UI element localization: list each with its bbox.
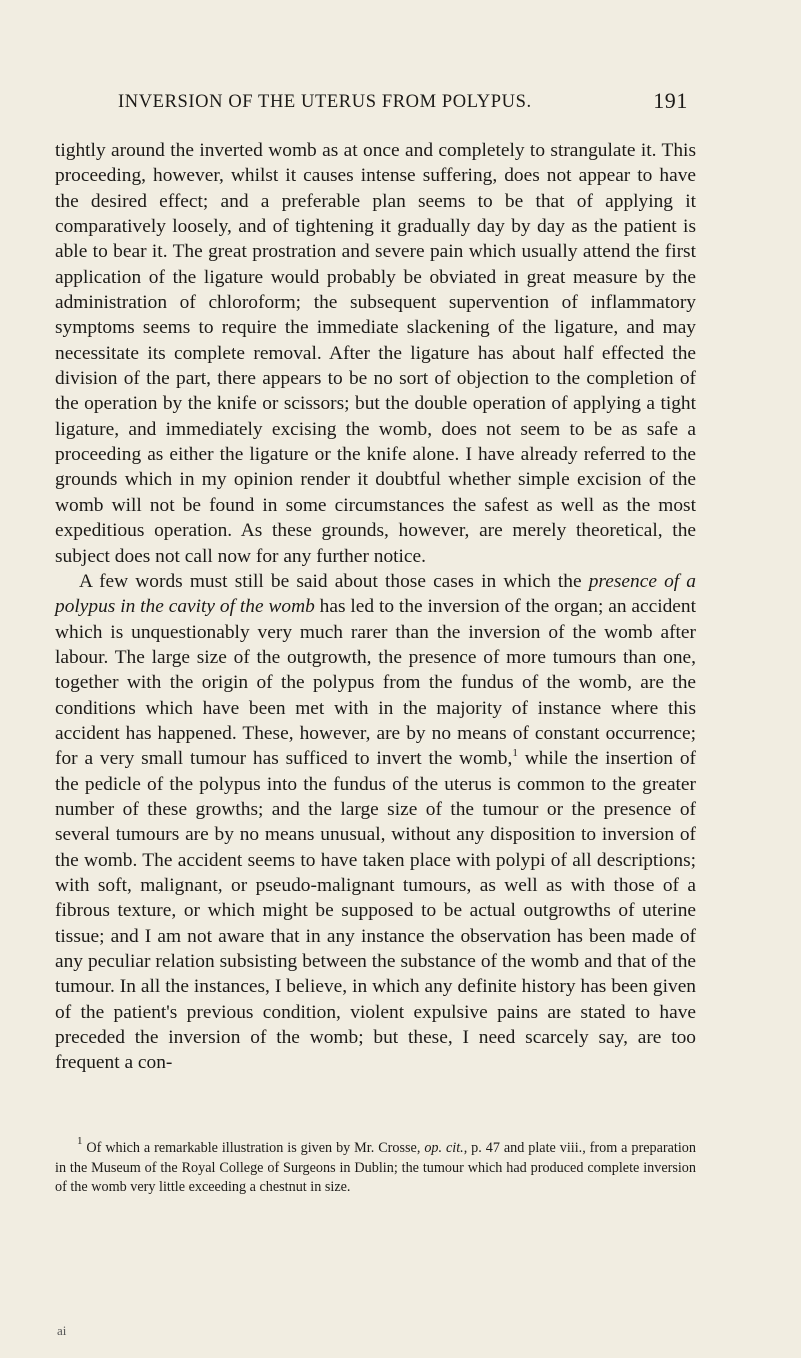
paragraph: [55, 569, 696, 1076]
footnote-reference[interactable]: 1: [512, 747, 518, 760]
footnote-text: Of which a remarkable illustration is given by Mr. Crosse,: [82, 1140, 425, 1156]
running-title: INVERSION OF THE UTERUS FROM POLYPUS.: [118, 92, 532, 112]
paragraph-text: tightly around the inverted womb as at once and completely to strangulate it. This proceeding, however, whilst it causes intense suffering, does not appear to have the desired effect; and a preferable plan seems to be that of applying it comparatively loosely, and of tightening it gradually day by day as the patient is able to bear it. The great prostration and severe pain which usually attend the first application of the ligature would probably be obviated in great measure by the administration of chloroform; the subsequent supervention of inflammatory symptoms seems to require the immediate slackening of the ligature, and may necessitate its complete removal. After the ligature has about half effected the division of the part, there appears to be no sort of objection to the completion of the operation by the knife or scissors; but the double operation of applying a tight ligature, and immediately excising the womb, does not seem to be as safe a proceeding as either the ligature or the knife alone. I have already referred to the grounds which in my opinion render it doubtful whether simple excision of the womb will not be found in some circumstances the safest as well as the most expeditious operation. As these grounds, however, are merely theoretical, the subject does not call now for any further notice.: [55, 140, 696, 567]
signature-mark: ai: [57, 1323, 67, 1338]
body-text: [55, 138, 696, 1076]
footnote-citation: op. cit.: [424, 1140, 464, 1156]
paragraph-text: A few words must still be said about those cases in which the: [79, 570, 589, 592]
running-header: [108, 88, 688, 118]
paragraph: [55, 138, 696, 569]
paragraph-text: has led to the inversion of the organ; an accident which is unquestionably very much rarer than the inversion of the womb after labour. The large size of the outgrowth, the presence of more tumours than one, together with the origin of the polypus from the fundus of the womb, are the conditions which have been met with in the majority of instance where this accident has happened. These, however, are by no means of constant occurrence; for a very small tumour has sufficed to invert the womb,: [55, 596, 696, 770]
paragraph-text: while the insertion of the pedicle of the polypus into the fundus of the uterus is common to the greater number of these growths; and the large size of the tumour or the presence of several tumours are by no means unusual, without any disposition to inversion of the womb. The accident seems to have taken place with polypi of all descriptions; with soft, malignant, or pseudo-malignant tumours, as well as with those of a fibrous texture, or which might be supposed to be actual outgrowths of uterine tissue; and I am not aware that in any instance the observation has been made of any peculiar relation subsisting between the substance of the womb and that of the tumour. In all the instances, I believe, in which any definite history has been given of the patient's previous condition, violent expulsive pains are stated to have preceded the inversion of the womb; but these, I need scarcely say, are too frequent a con-: [55, 748, 696, 1074]
footnote: [55, 1135, 696, 1198]
italic-phrase: presence of a polypus in the cavity of the womb: [55, 570, 696, 618]
footnote-mark: 1: [77, 1135, 83, 1147]
footnote-text: , p. 47 and plate viii., from a preparation in the Museum of the Royal College of Surgeons in Dublin; the tumour which had produced complete inversion of the womb very little exceeding a chestnut in size.: [55, 1140, 696, 1195]
page-number: 191: [653, 88, 688, 113]
